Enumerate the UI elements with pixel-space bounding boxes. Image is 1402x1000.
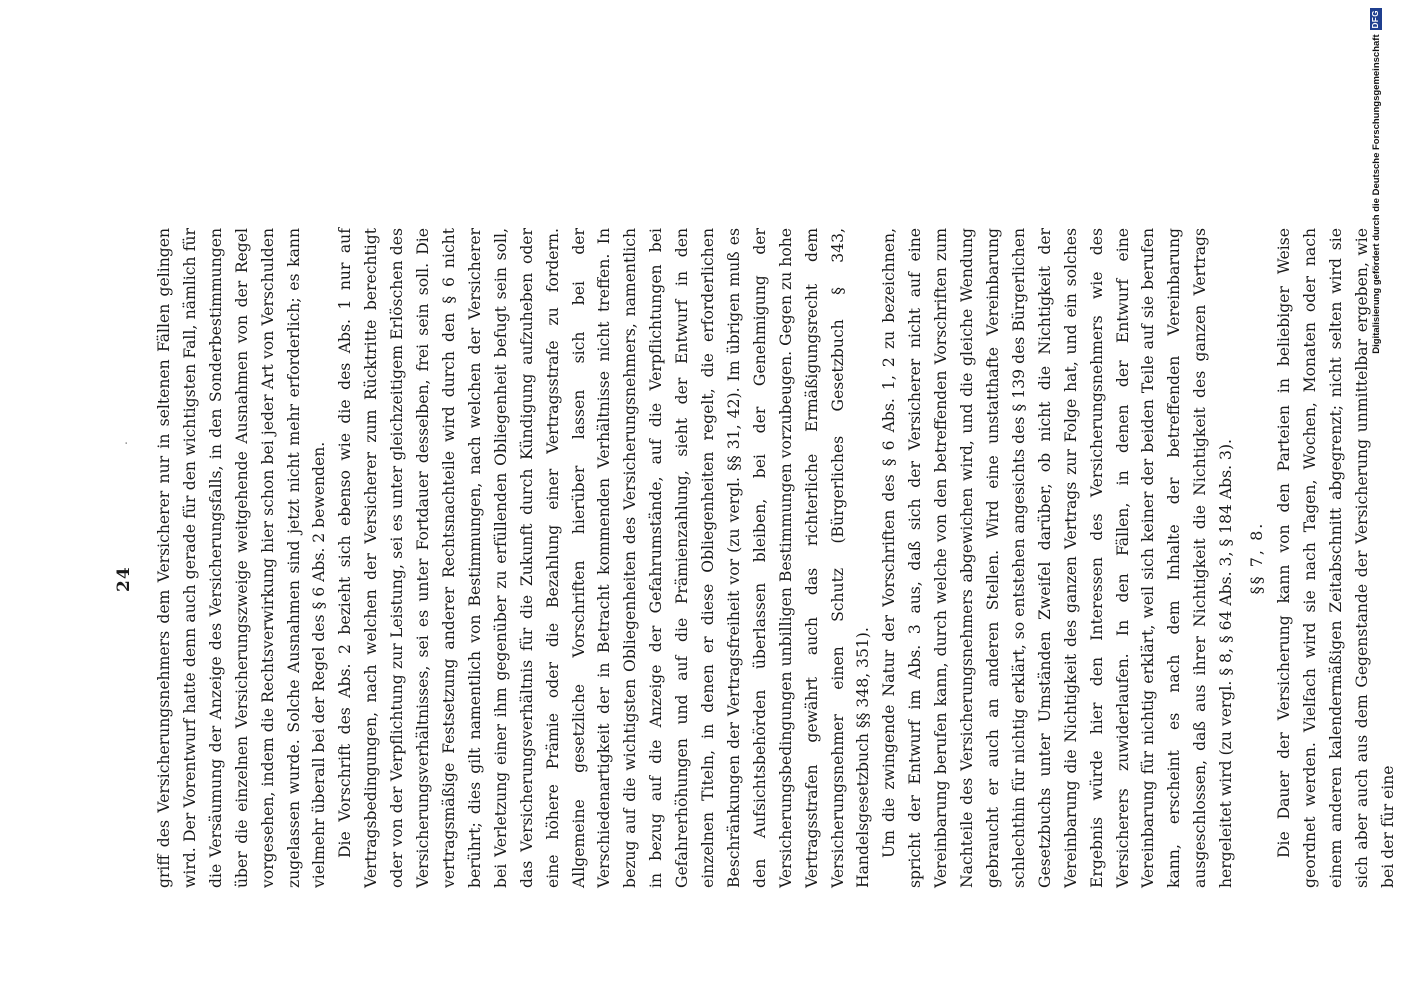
section-heading: §§ 7, 8. [1247,521,1267,595]
paragraph-2: Die Vorschrift des Abs. 2 bezieht sich ebenso wie die des Abs. 1 nur auf Vertragsbedingungen, nach welchen der Versicherer zum Rücktritte berechtigt oder von der Verpflichtung zur Leistung, sei es unter gleichzeitigem Erlöschen des Versicherungsverhältnisses, sei es unter Fortdauer desselben, frei sein soll. Die vertragsmäßige Festsetzung anderer Rechtsnachteile wird durch den § 6 nicht berührt; dies gilt namentlich von Bestimmungen, nach welchen der Versicherer bei Verletzung einer ihm gegenüber zu erfüllenden Obliegenheit befugt sein soll, das Versicherungsverhältnis für die Zukunft durch Kündigung aufzuheben oder eine höhere Prämie oder die Bezahlung einer Vertragsstrafe zu fordern. Allgemeine gesetzliche Vorschriften hierüber lassen sich bei der Verschiedenartigkeit der in Betracht kommenden Verhältnisse nicht treffen. In bezug auf die wichtigsten Obliegenheiten des Versicherungsnehmers, namentlich in bezug auf die Anzeige der Gefahrumstände, auf die Verpflichtungen bei Gefahrerhöhungen und auf die Prämienzahlung, sieht der Entwurf in den einzelnen Titeln, in denen er diese Obliegenheiten regelt, die erforderlichen Beschränkungen der Vertragsfreiheit vor (zu vergl. §§ 31, 42). Im übrigen muß es den Aufsichtsbehörden überlassen bleiben, bei der Genehmigung der Versicherungsbedingungen unbilligen Bestimmungen vorzubeugen. Gegen zu hohe Vertragsstrafen gewährt auch das richterliche Ermäßigungsrecht dem Versicherungsnehmer einen Schutz (Bürgerliches Gesetzbuch § 343, Handelsgesetzbuch §§ 348, 351). [336,228,873,888]
paragraph-1: griff des Versicherungsnehmers dem Versicherer nur in seltenen Fällen gelingen wird. Der Vorentwurf hatte denn auch gerade für den wichtigsten Fall, nämlich für die Versäumung der Anzeige des Versicherungsfalls, in den Sonderbestimmungen über die einzelnen Versicherungszweige weitgehende Ausnahmen von der Regel vorgesehen, indem die Rechtsverwirkung hier schon bei jeder Art von Verschulden zugelassen wurde. Solche Ausnahmen sind jetzt nicht mehr erforderlich; es kann vielmehr überall bei der Regel des § 6 Abs. 2 bewenden. [155,228,329,888]
body-text [152,228,1402,888]
dfg-logo-icon: DFG [1371,10,1380,29]
paragraph-4: Die Dauer der Versicherung kann von den Parteien in beliebiger Weise geordnet werden. Vielfach wird sie nach Tagen, Wochen, Monaten oder nach einem anderen kalendermäßigen Zeitabschnitt abgegrenzt; nicht selten wird sie sich aber auch aus dem Gegenstande der Versicherung unmittelbar ergeben, wie bei der für eine [1274,228,1397,888]
paragraph-3: Um die zwingende Natur der Vorschriften des § 6 Abs. 1, 2 zu bezeichnen, spricht der Entwurf im Abs. 3 aus, daß sich der Versicherer nicht auf eine Vereinbarung berufen kann, durch welche von den betreffenden Vorschriften zum Nachteile des Versicherungsnehmers abgewichen wird, und die gleiche Wendung gebraucht er auch an anderen Stellen. Wird eine unstatthafte Vereinbarung schlechthin für nichtig erklärt, so entstehen angesichts des § 139 des Bürgerlichen Gesetzbuchs unter Umständen Zweifel darüber, ob nicht die Nichtigkeit der Vereinbarung die Nichtigkeit des ganzen Vertrags zur Folge hat, und ein solches Ergebnis würde hier den Interessen des Versicherungsnehmers wie des Versicherers zuwiderlaufen. In den Fällen, in denen der Entwurf eine Vereinbarung für nichtig erklärt, weil sich keiner der beiden Teile auf sie berufen kann, erscheint es nach dem Inhalte der betreffenden Vereinbarung ausgeschlossen, daß aus ihrer Nichtigkeit die Nichtigkeit des ganzen Vertrags hergeleitet wird (zu vergl. § 8, § 64 Abs. 3, § 184 Abs. 3). [880,228,1236,888]
credit-text: Digitalisierung gefördert durch die Deutsche Forschungsgemeinschaft [1370,34,1382,354]
page-number: 24 [114,566,134,592]
page-mark: . [116,441,130,445]
digitization-credit [1369,8,1383,988]
